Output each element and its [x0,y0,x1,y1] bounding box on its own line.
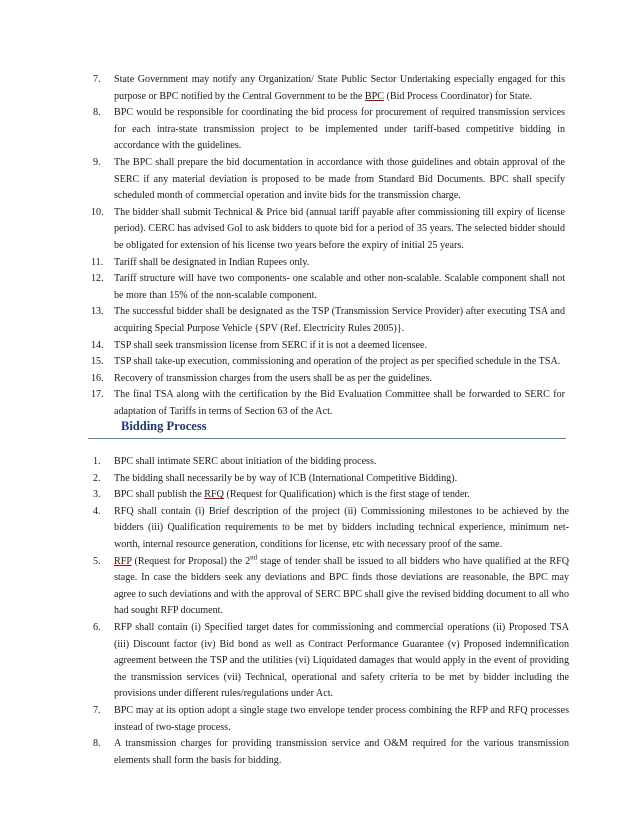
list-item [93,471,569,488]
item-number: 6. [93,621,101,633]
item-number: 10. [91,206,104,218]
ordinal-superscript: nd [250,553,258,562]
item-number: 3. [93,489,101,501]
item-text-tail: (Request for Qualification) which is the first stage of tender. [223,489,470,501]
heading-divider [88,438,566,439]
item-number: 13. [91,306,104,318]
item-text: TSP shall seek transmission license from SERC if it is not a deemed licensee. [114,339,428,351]
list-item [93,304,565,337]
item-number: 15. [91,356,104,368]
list-item [93,387,565,420]
item-number: 14. [91,339,104,351]
list-item [93,354,565,371]
rfq-abbreviation: RFQ [204,489,224,501]
bidding-process-list [93,454,569,769]
item-text: The final TSA along with the certification by the Bid Evaluation Committee shall be forwarded to SERC for adaptation of Tariffs in terms of Section 63 of the Act. [114,389,565,417]
item-text: Tariff shall be designated in Indian Rupees only. [114,256,310,268]
list-item [93,504,569,554]
list-item [93,620,569,703]
item-number: 7. [93,704,101,716]
item-text-tail: (Bid Process Coordinator) for State. [384,90,533,102]
item-text: TSP shall take-up execution, commissioning and operation of the project as per specified schedule in the TSA. [114,356,561,368]
item-text-tail-2: stage of tender shall be issued to all bidders who have qualified at the RFQ stage. In case the bidders seek any deviations and BPC finds those deviations are reasonable, the BPC may agree to such deviations and with the approval of SERC BPC shall give the revised bidding document to all who had sought RFP document. [114,555,570,617]
item-number: 9. [93,156,101,168]
list-item [93,338,565,355]
item-number: 8. [93,107,101,119]
item-number: 12. [91,273,104,285]
item-number: 1. [93,456,101,467]
item-text: BPC shall publish the [114,489,205,501]
item-text: The successful bidder shall be designated as the TSP (Transmission Service Provider) after executing TSA and acquiring Special Purpose Vehicle {SPV (Ref. Electricity Rules 2005)}. [114,306,565,334]
item-text: The bidding shall necessarily be by way of ICB (International Competitive Bidding). [114,472,458,484]
item-number: 11. [91,256,104,268]
list-item [93,371,565,388]
list-item [93,487,569,504]
item-text: BPC would be responsible for coordinating the bid process for procurement of required transmission services for each intra-state transmission project to be implemented under tariff-based competitive bidding in accordance with the guidelines. [114,107,565,152]
item-number: 16. [91,372,104,384]
bpc-abbreviation: BPC [364,90,384,102]
list-item [93,703,569,736]
item-text: The bidder shall submit Technical & Price bid (annual tariff payable after commissioning till expiry of license period). CERC has advised GoI to ask bidders to quote bid for a period of 35 years. The selected bidder should be obligated for extension of his license two years before the expiry of initial 25 years. [114,206,565,251]
item-text: A transmission charges for providing transmission service and O&M required for the various transmission elements shall form the basis for bidding. [114,738,569,766]
item-text: RFP shall contain (i) Specified target dates for commissioning and commercial operations (ii) Proposed TSA (iii) Discount factor (iv) Bid bond as well as Contract Performance Guarantee (v) Proposed indemnification agreement between the TSP and the utilities (vi) Liquidated damages that would apply in the event of providing the transmission services (vii) Technical, operational and safety criteria to be met by bidder including the provisions under different rules/regulations under Act. [114,621,569,700]
rfp-abbreviation: RFP [114,555,132,567]
item-text: BPC shall intimate SERC about initiation of the bidding process. [114,456,377,467]
item-text: RFQ shall contain (i) Brief description of the project (ii) Commissioning milestones to be achieved by the bidders (iii) Qualification requirements to be met by bidders including technical experience, minimum net-worth, internal resource generation, conditions for license, etc with necessary proof of the same. [114,505,569,550]
section-heading: Bidding Process [121,419,207,433]
item-number: 8. [93,738,101,750]
list-item [93,72,565,105]
list-item [93,205,565,255]
list-item [93,736,569,769]
list-item [93,554,569,620]
guidelines-list [93,72,565,420]
item-number: 5. [93,555,101,567]
item-text: Tariff structure will have two components- one scalable and other non-scalable. Scalable component shall not be more than 15% of the non-scalable component. [114,273,565,301]
list-item [93,105,565,155]
item-number: 7. [93,74,101,85]
item-text: Recovery of transmission charges from the users shall be as per the guidelines. [114,372,432,384]
item-number: 17. [91,389,104,401]
list-item [93,155,565,205]
item-text: BPC may at its option adopt a single stage two envelope tender process combining the RFP and RFQ processes instead of two-stage process. [114,704,569,733]
item-number: 2. [93,472,101,484]
list-item [93,255,565,272]
list-item [93,271,565,304]
list-item [93,454,569,471]
item-text: State Government may notify any Organization/ State Public Sector Undertaking especially engaged for this purpose or BPC notified by the Central Government to be the [114,74,565,102]
item-number: 4. [93,505,101,517]
item-text-tail: (Request for Proposal) the 2 [131,555,251,567]
item-text: The BPC shall prepare the bid documentation in accordance with those guidelines and obtain approval of the SERC if any material deviation is proposed to be made from Standard Bid Documents. BPC shall specify scheduled month of commercial operation and invite bids for the transmission charge. [114,156,565,202]
